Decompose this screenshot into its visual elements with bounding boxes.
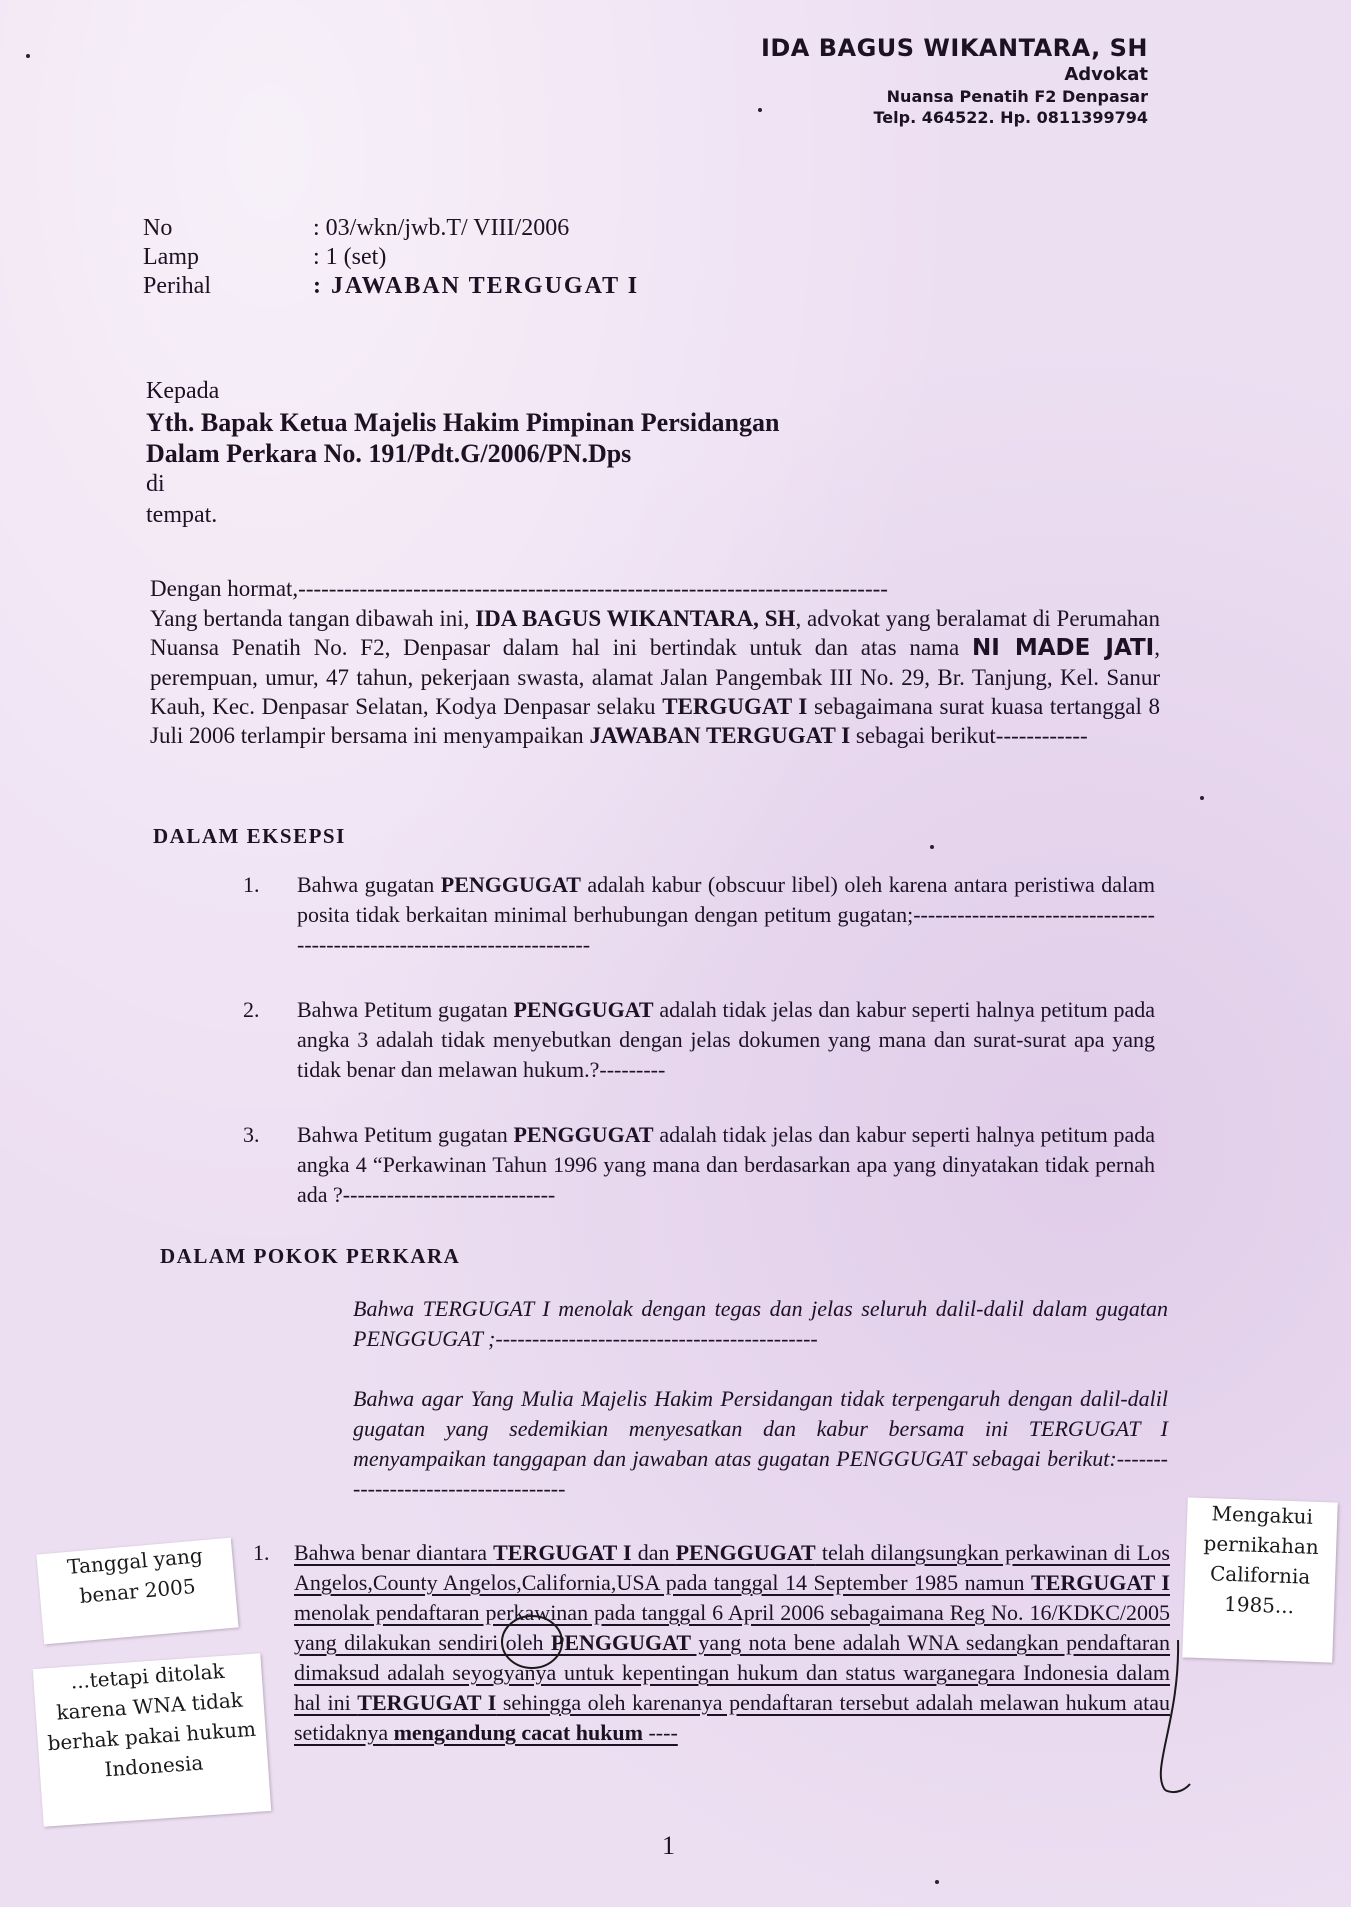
sticky-note-wna: ...tetapi ditolak karena WNA tidak berhak pakai hukum Indonesia [33,1653,271,1827]
pokok-paragraph-1: Bahwa TERGUGAT I menolak dengan tegas dan jelas seluruh dalil-dalil dalam gugatan PENGGUGAT ;-------------------------------------------- [353,1296,1168,1351]
lawyer-title: Advokat [1064,64,1148,85]
scan-speck [758,108,762,112]
scan-speck [935,1880,939,1884]
pokok-item-1-b5: TERGUGAT I [357,1690,497,1715]
pokok-item-1-b1: TERGUGAT I [493,1540,632,1565]
opening-bold-2: NI MADE JATI [971,635,1155,661]
eksepsi-item-3-a: Bahwa Petitum gugatan [297,1122,514,1147]
circle-mark [502,1616,562,1668]
scan-speck [26,54,30,58]
pokok-item-1-d: telah dilangsungkan perkawinan di Los Angelos,County Angelos,California,USA pada tanggal 14 September 1985 namun [294,1540,1170,1595]
opening-bold-3: TERGUGAT I [662,694,808,719]
recipient-line2: Dalam Perkara No. 191/Pdt.G/2006/PN.Dps [146,439,632,468]
eksepsi-item-1-b: adalah kabur (obscuur libel) oleh karena antara peristiwa dalam posita tidak berkaitan minimal berhubungan dengan petitum gugatan;------------------------------------------------------------------------- [297,872,1155,957]
recipient-line1: Yth. Bapak Ketua Majelis Hakim Pimpinan Persidangan [146,408,780,437]
meta-number-label: No [143,215,173,241]
eksepsi-item-2-a: Bahwa Petitum gugatan [297,997,514,1022]
eksepsi-item-1-a: Bahwa gugatan [297,872,441,897]
opening-greeting: Dengan hormat,----------------------------------------------------------------------------- [150,576,888,601]
curve-mark [1161,1640,1178,1790]
meta-subject-label: Perihal [143,273,211,299]
eksepsi-item-1-bold: PENGGUGAT [440,872,581,897]
pokok-item-1-h: ---- [642,1720,678,1745]
pokok-item-1-a: Bahwa benar diantara [294,1540,494,1565]
opening-text-2: , advokat yang beralamat di Perumahan Nuansa Penatih No. F2, Denpasar dalam hal ini bertindak untuk dan atas nama [150,606,1160,660]
pokok-item-1-number: 1. [253,1540,270,1565]
eksepsi-item-3-b: adalah tidak jelas dan kabur seperti halnya petitum pada angka 4 “Perkawinan Tahun 1996 yang mana dan berdasarkan apa yang dinyatakan tidak pernah ada ?----------------------------- [297,1122,1155,1207]
opening-text-3: , perempuan, umur, 47 tahun, pekerjaan swasta, alamat Jalan Pangembak III No. 29, Br. Tanjung, Kel. Sanur Kauh, Kec. Denpasar Selatan, Kodya Denpasar selaku [150,635,1160,719]
eksepsi-item-2-number: 2. [243,997,260,1022]
eksepsi-item-1-number: 1. [243,872,260,897]
scan-speck [1200,796,1204,800]
opening-bold-1: IDA BAGUS WIKANTARA, SH [475,606,796,631]
meta-subject-value: : JAWABAN TERGUGAT I [313,273,640,299]
page-number: 1 [662,1831,675,1860]
pokok-paragraph-2: Bahwa agar Yang Mulia Majelis Hakim Persidangan tidak terpengaruh dengan dalil-dalil gugatan yang sedemikian menyesatkan dan kabur bersama ini TERGUGAT I menyampaikan tanggapan dan jawaban atas gugatan PENGGUGAT sebagai berikut:------------------------------------ [353,1386,1168,1501]
lawyer-address: Nuansa Penatih F2 Denpasar [886,87,1148,106]
opening-bold-4: JAWABAN TERGUGAT I [589,723,851,748]
pokok-item-1-c: dan [631,1540,676,1565]
lawyer-name: IDA BAGUS WIKANTARA, SH [760,34,1148,62]
eksepsi-item-2-bold: PENGGUGAT [513,997,654,1022]
heading-pokok-perkara: DALAM POKOK PERKARA [160,1244,461,1268]
opening-text-1: Yang bertanda tangan dibawah ini, [150,606,476,631]
recipient-kepada: Kepada [146,378,220,404]
recipient-tempat: tempat. [146,502,218,528]
meta-attachment-value: : 1 (set) [313,244,387,270]
curve-mark-tail [1165,1784,1190,1792]
eksepsi-item-3-bold: PENGGUGAT [513,1122,654,1147]
sticky-note-california: Mengakui pernikahan California 1985... [1182,1497,1337,1662]
scan-speck [930,845,934,849]
pokok-item-1-b3: TERGUGAT I [1031,1570,1170,1595]
meta-number-value: : 03/wkn/jwb.T/ VIII/2006 [313,215,570,241]
pokok-item-1-g: sehingga oleh karenanya pendaftaran tersebut adalah melawan hukum atau setidaknya [294,1690,1170,1745]
heading-eksepsi: DALAM EKSEPSI [153,824,346,848]
recipient-di: di [146,471,165,497]
pokok-item-1-b4: PENGGUGAT [550,1630,692,1655]
opening-text-5: sebagai berikut------------ [850,723,1088,748]
eksepsi-item-3-number: 3. [243,1122,260,1147]
meta-attachment-label: Lamp [143,244,199,270]
pokok-item-1-e: menolak pendaftaran perkawinan pada tanggal 6 April 2006 sebagaimana Reg No. 16/KDKC/2005 yang dilakukan sendiri oleh [294,1600,1170,1655]
lawyer-phone: Telp. 464522. Hp. 0811399794 [873,108,1148,127]
opening-text-4: sebagaimana surat kuasa tertanggal 8 Juli 2006 terlampir bersama ini menyampaikan [150,694,1161,748]
pokok-item-1-f: yang nota bene adalah WNA sedangkan pendaftaran dimaksud adalah seyogyanya untuk kepentingan hukum dan status warganegara Indonesia dalam hal ini [294,1630,1170,1715]
pokok-item-1-b2: PENGGUGAT [675,1540,816,1565]
pokok-item-1-b6: mengandung cacat hukum [393,1720,643,1745]
sticky-note-date: Tanggal yang benar 2005 [36,1538,238,1645]
eksepsi-item-2-b: adalah tidak jelas dan kabur seperti halnya petitum pada angka 3 adalah tidak menyebutkan dengan jelas dokumen yang mana dan surat-surat apa yang tidak benar dan melawan hukum.?--------- [297,997,1155,1082]
